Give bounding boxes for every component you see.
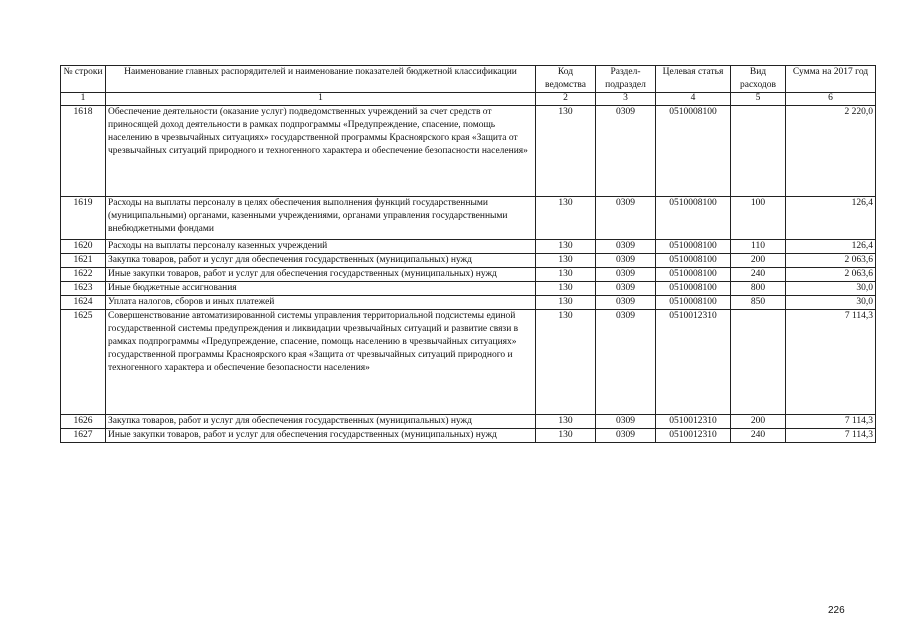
row-target-article: 0510012310 <box>656 429 731 443</box>
header-target-article: Целевая статья <box>656 66 731 93</box>
column-index: 5 <box>731 93 786 106</box>
row-target-article: 0510008100 <box>656 296 731 310</box>
table-row <box>61 415 876 429</box>
row-expense-type: 800 <box>731 282 786 296</box>
row-department-code: 130 <box>536 268 596 282</box>
row-target-article: 0510008100 <box>656 106 731 197</box>
row-number: 1621 <box>61 254 106 268</box>
header-department-code: Код ведомства <box>536 66 596 93</box>
row-number: 1625 <box>61 310 106 415</box>
row-name: Иные закупки товаров, работ и услуг для обеспечения государственных (муниципальных) нужд <box>106 268 536 282</box>
row-section: 0309 <box>596 197 656 240</box>
row-expense-type: 110 <box>731 240 786 254</box>
column-index: 4 <box>656 93 731 106</box>
row-section: 0309 <box>596 282 656 296</box>
table-row <box>61 296 876 310</box>
row-number: 1619 <box>61 197 106 240</box>
row-sum: 126,4 <box>786 240 876 254</box>
table-row <box>61 429 876 443</box>
table-row <box>61 254 876 268</box>
row-expense-type: 200 <box>731 415 786 429</box>
row-sum: 30,0 <box>786 296 876 310</box>
header-row <box>61 66 876 93</box>
table-row <box>61 240 876 254</box>
row-department-code: 130 <box>536 429 596 443</box>
row-name: Закупка товаров, работ и услуг для обеспечения государственных (муниципальных) нужд <box>106 415 536 429</box>
row-sum: 2 063,6 <box>786 254 876 268</box>
header-section: Раздел-подраздел <box>596 66 656 93</box>
row-section: 0309 <box>596 310 656 415</box>
row-sum: 7 114,3 <box>786 415 876 429</box>
row-department-code: 130 <box>536 282 596 296</box>
column-index: 2 <box>536 93 596 106</box>
table-row <box>61 106 876 197</box>
row-name: Совершенствование автоматизированной системы управления территориальной подсистемы единой государственной системы предупреждения и ликвидации чрезвычайных ситуаций и развитие связи в рамках подпрограммы «Предупреждение, спасение, помощь населению в чрезвычайных ситуациях» государственной программы Красноярского края «Защита от чрезвычайных ситуаций природного и техногенного характера и обеспечение безопасности населения» <box>106 310 536 415</box>
row-name: Расходы на выплаты персоналу казенных учреждений <box>106 240 536 254</box>
row-section: 0309 <box>596 429 656 443</box>
row-expense-type: 240 <box>731 429 786 443</box>
row-number: 1623 <box>61 282 106 296</box>
row-name: Закупка товаров, работ и услуг для обеспечения государственных (муниципальных) нужд <box>106 254 536 268</box>
row-section: 0309 <box>596 254 656 268</box>
row-sum: 2 063,6 <box>786 268 876 282</box>
row-sum: 2 220,0 <box>786 106 876 197</box>
row-target-article: 0510008100 <box>656 240 731 254</box>
row-name: Иные бюджетные ассигнования <box>106 282 536 296</box>
row-expense-type: 240 <box>731 268 786 282</box>
column-index: 1 <box>106 93 536 106</box>
header-sum: Сумма на 2017 год <box>786 66 876 93</box>
row-name: Обеспечение деятельности (оказание услуг) подведомственных учреждений за счет средств от приносящей доход деятельности в рамках подпрограммы «Предупреждение, спасение, помощь населению в чрезвычайных ситуациях» государственной программы Красноярского края «Защита от чрезвычайных ситуаций природного и техногенного характера и обеспечение безопасности населения» <box>106 106 536 197</box>
row-target-article: 0510008100 <box>656 254 731 268</box>
table-row <box>61 268 876 282</box>
row-number: 1626 <box>61 415 106 429</box>
row-department-code: 130 <box>536 197 596 240</box>
row-target-article: 0510008100 <box>656 282 731 296</box>
row-expense-type <box>731 106 786 197</box>
row-department-code: 130 <box>536 240 596 254</box>
table-row <box>61 310 876 415</box>
row-department-code: 130 <box>536 254 596 268</box>
row-section: 0309 <box>596 296 656 310</box>
row-section: 0309 <box>596 415 656 429</box>
row-section: 0309 <box>596 106 656 197</box>
row-sum: 126,4 <box>786 197 876 240</box>
column-index: 1 <box>61 93 106 106</box>
row-number: 1622 <box>61 268 106 282</box>
page-number: 226 <box>828 605 845 616</box>
row-target-article: 0510008100 <box>656 268 731 282</box>
row-sum: 7 114,3 <box>786 310 876 415</box>
column-index: 6 <box>786 93 876 106</box>
row-sum: 30,0 <box>786 282 876 296</box>
row-sum: 7 114,3 <box>786 429 876 443</box>
row-department-code: 130 <box>536 415 596 429</box>
row-name: Иные закупки товаров, работ и услуг для обеспечения государственных (муниципальных) нужд <box>106 429 536 443</box>
row-department-code: 130 <box>536 310 596 415</box>
row-number: 1624 <box>61 296 106 310</box>
row-number: 1627 <box>61 429 106 443</box>
row-expense-type <box>731 310 786 415</box>
row-department-code: 130 <box>536 296 596 310</box>
column-index-row <box>61 93 876 106</box>
header-row-number: № строки <box>61 66 106 93</box>
row-target-article: 0510008100 <box>656 197 731 240</box>
row-section: 0309 <box>596 240 656 254</box>
row-department-code: 130 <box>536 106 596 197</box>
budget-table <box>60 65 876 443</box>
row-number: 1618 <box>61 106 106 197</box>
row-name: Уплата налогов, сборов и иных платежей <box>106 296 536 310</box>
table-row <box>61 197 876 240</box>
table-row <box>61 282 876 296</box>
row-name: Расходы на выплаты персоналу в целях обеспечения выполнения функций государственными (муниципальными) органами, казенными учреждениями, органами управления государственными внебюджетными фондами <box>106 197 536 240</box>
row-section: 0309 <box>596 268 656 282</box>
column-index: 3 <box>596 93 656 106</box>
row-target-article: 0510012310 <box>656 310 731 415</box>
row-target-article: 0510012310 <box>656 415 731 429</box>
row-expense-type: 200 <box>731 254 786 268</box>
row-number: 1620 <box>61 240 106 254</box>
row-expense-type: 850 <box>731 296 786 310</box>
row-expense-type: 100 <box>731 197 786 240</box>
header-expense-type: Вид расходов <box>731 66 786 93</box>
header-name: Наименование главных распорядителей и наименование показателей бюджетной классификации <box>106 66 536 93</box>
